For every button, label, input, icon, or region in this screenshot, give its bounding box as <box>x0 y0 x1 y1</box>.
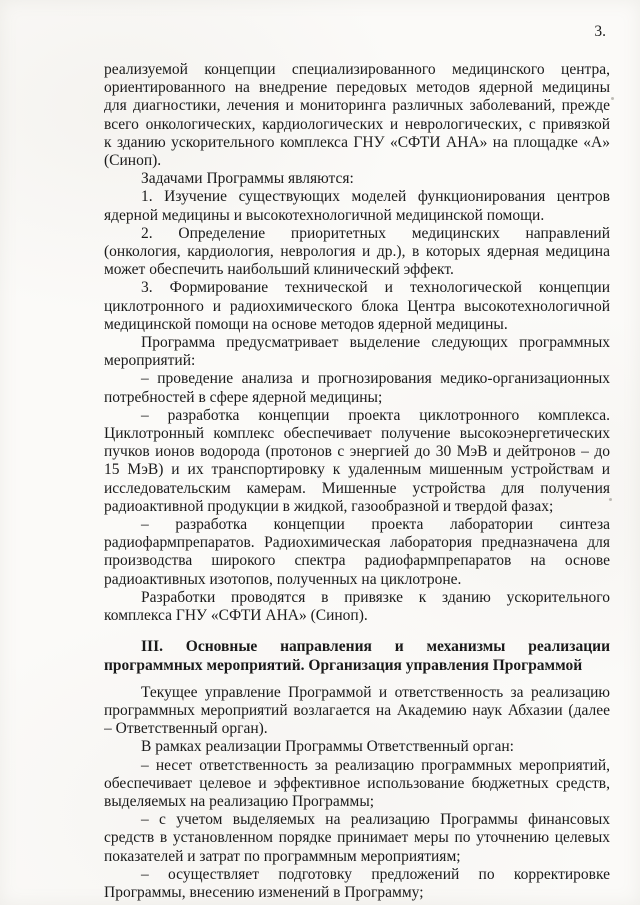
paragraph <box>104 279 610 334</box>
text-line: мероприятий: <box>104 352 196 370</box>
paragraph <box>104 684 610 739</box>
text-line: всего онкологических, кардиологических и неврологических, с привязкой <box>104 115 610 133</box>
text-line: 3. Формирование технической и технологической концепции <box>141 279 610 297</box>
text-line: – с учетом выделяемых на реализацию Программы финансовых <box>141 811 610 829</box>
text-line: программных мероприятий. Организация управления Программой <box>104 656 583 674</box>
page-number: 3. <box>594 23 606 40</box>
text-line: программных мероприятий возлагается на Академию наук Абхазии (далее <box>104 701 610 719</box>
text-line: обеспечивает целевое и эффективное использование бюджетных средств, <box>104 774 610 792</box>
text-line: 15 МэВ) и их транспортировку к удаленным мишенным устройствам и <box>104 461 610 479</box>
scan-speck <box>611 97 614 100</box>
text-line: Разработки проводятся в привязке к зданию ускорительного <box>141 588 610 606</box>
text-line: Задачами Программы являются: <box>141 170 354 188</box>
text-line: Циклотронный комплекс обеспечивает получение высокоэнергетических <box>104 425 610 443</box>
text-line: В рамках реализации Программы Ответственный орган: <box>141 738 514 756</box>
text-line: ядерной медицины и высокотехнологичной медицинской помощи. <box>104 206 545 224</box>
document-body <box>104 61 610 902</box>
text-line: Текущее управление Программой и ответственность за реализацию <box>141 683 610 701</box>
text-line: 1. Изучение существующих моделей функционирования центров <box>141 188 610 206</box>
paragraph <box>104 407 610 516</box>
text-line: реализуемой концепции специализированного медицинского центра, <box>104 61 610 78</box>
text-line: пучков ионов водорода (протонов с энергией до 30 МэВ и дейтронов – до <box>104 443 610 461</box>
paragraph <box>104 225 610 280</box>
text-line: радиоактивных изотопов, полученных на циклотроне. <box>104 570 462 588</box>
text-line: потребностей в сфере ядерной медицины; <box>104 388 383 406</box>
paragraph <box>104 757 610 812</box>
text-line: радиоактивной продукции в жидкой, газообразной и твердой фазах; <box>104 497 554 515</box>
text-line: ориентированного на внедрение передовых методов ядерной медицины <box>104 79 610 97</box>
paragraph <box>104 516 610 589</box>
text-line: – проведение анализа и прогнозирования медико-организационных <box>141 370 610 388</box>
text-line: – разработка концепции проекта лаборатории синтеза <box>141 516 610 534</box>
text-line: 2. Определение приоритетных медицинских направлений <box>141 224 610 242</box>
paragraph <box>104 188 610 224</box>
paragraph <box>104 738 610 756</box>
text-line: производства широкого спектра радиофармпрепаратов на основе <box>104 552 610 570</box>
text-line: исследовательским камерам. Мишенные устройства для получения <box>104 479 610 497</box>
text-line: средств в установленном порядке принимает меры по уточнению целевых <box>104 829 610 847</box>
text-line: может обеспечить наибольший клинический эффект. <box>104 261 454 279</box>
text-line: (онкология, кардиология, неврология и др.), в которых ядерная медицина <box>104 243 610 261</box>
text-line: – осуществляет подготовку предложений по корректировке <box>141 865 610 883</box>
text-line: Программа предусматривает выделение следующих программных <box>141 334 610 352</box>
text-line: медицинской помощи на основе методов ядерной медицины. <box>104 315 508 333</box>
text-line: – Ответственный орган). <box>104 720 268 738</box>
paragraph <box>104 334 610 370</box>
text-line: – разработка концепции проекта циклотронного комплекса. <box>141 406 610 424</box>
text-line: Программы, внесению изменений в Программу; <box>104 883 424 901</box>
text-line: (Синоп). <box>104 152 162 170</box>
text-line: III. Основные направления и механизмы реализации <box>141 638 610 656</box>
paragraph <box>104 61 610 170</box>
text-line: к зданию ускорительного комплекса ГНУ «СФТИ АНА» на площадке «А» <box>104 133 610 151</box>
text-line: для диагностики, лечения и мониторинга различных заболеваний, прежде <box>104 97 610 115</box>
section-heading <box>104 638 610 674</box>
scan-speck <box>609 498 612 501</box>
text-line: радиофармпрепаратов. Радиохимическая лаборатория предназначена для <box>104 534 610 552</box>
paragraph <box>104 170 610 188</box>
paragraph <box>104 866 610 902</box>
text-line: показателей и затрат по программным мероприятиям; <box>104 847 461 865</box>
paragraph <box>104 370 610 406</box>
text-line: выделяемых на реализацию Программы; <box>104 792 375 810</box>
paragraph <box>104 811 610 866</box>
text-line: – несет ответственность за реализацию программных мероприятий, <box>141 756 610 774</box>
paragraph <box>104 589 610 625</box>
text-line: циклотронного и радиохимического блока Центра высокотехнологичной <box>104 297 610 315</box>
text-line: комплекса ГНУ «СФТИ АНА» (Синоп). <box>104 607 368 625</box>
